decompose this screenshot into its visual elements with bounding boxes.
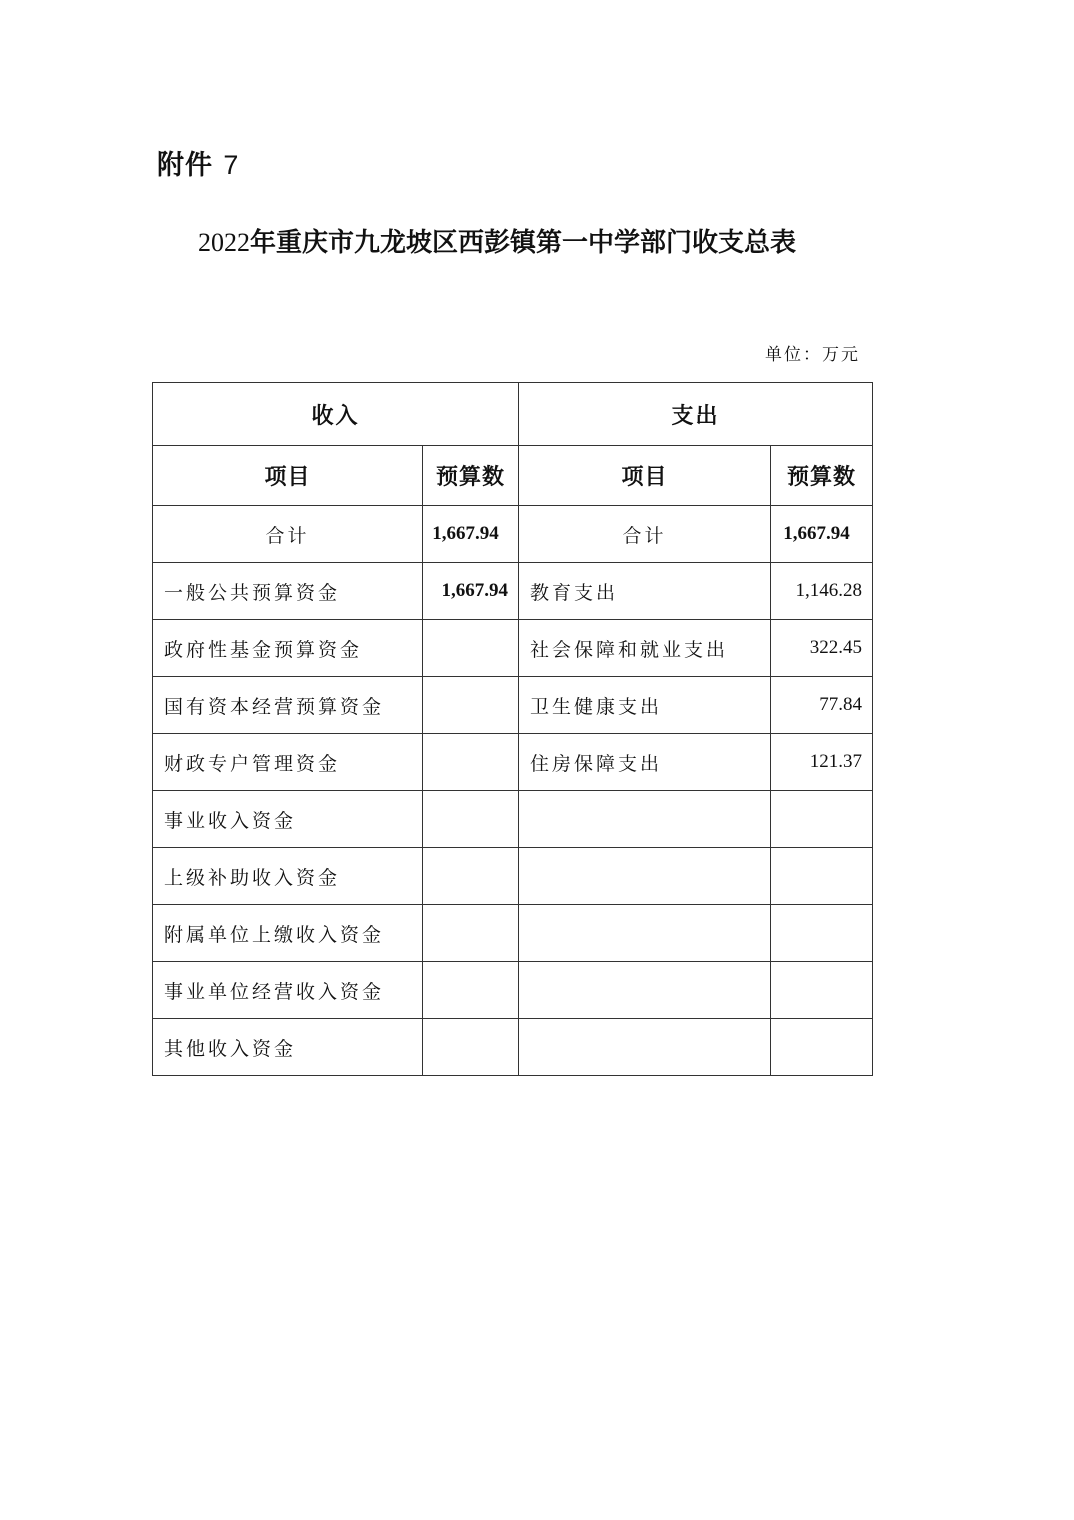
expense-header: 支出 (519, 383, 873, 446)
expense-total-value: 1,667.94 (771, 506, 873, 563)
income-item: 财政专户管理资金 (153, 734, 423, 791)
expense-budget-header: 预算数 (771, 446, 873, 506)
expense-item (519, 962, 771, 1019)
expense-item (519, 791, 771, 848)
expense-item: 卫生健康支出 (519, 677, 771, 734)
table-row (153, 848, 873, 905)
expense-value (771, 1019, 873, 1076)
expense-value: 121.37 (771, 734, 873, 791)
table-section-header-row (153, 383, 873, 446)
income-item: 国有资本经营预算资金 (153, 677, 423, 734)
income-value (423, 677, 519, 734)
income-header: 收入 (153, 383, 519, 446)
attachment-number: 7 (223, 150, 240, 180)
table-row (153, 563, 873, 620)
income-value (423, 962, 519, 1019)
income-budget-header: 预算数 (423, 446, 519, 506)
table-row (153, 962, 873, 1019)
expense-value: 77.84 (771, 677, 873, 734)
expense-total-label: 合计 (519, 506, 771, 563)
expense-value (771, 905, 873, 962)
income-item: 其他收入资金 (153, 1019, 423, 1076)
attachment-text: 附件 (157, 150, 213, 181)
expense-item (519, 848, 771, 905)
income-item: 上级补助收入资金 (153, 848, 423, 905)
attachment-label (157, 143, 239, 182)
total-row (153, 506, 873, 563)
expense-item (519, 905, 771, 962)
income-item: 事业单位经营收入资金 (153, 962, 423, 1019)
expense-item: 社会保障和就业支出 (519, 620, 771, 677)
unit-label: 单位：万元 (765, 345, 860, 365)
table-column-header-row (153, 446, 873, 506)
title-year: 2022 (198, 228, 250, 257)
expense-value (771, 848, 873, 905)
income-item: 附属单位上缴收入资金 (153, 905, 423, 962)
expense-value (771, 962, 873, 1019)
income-value (423, 1019, 519, 1076)
expense-item (519, 1019, 771, 1076)
income-value (423, 734, 519, 791)
table-row (153, 620, 873, 677)
income-item: 政府性基金预算资金 (153, 620, 423, 677)
income-total-label: 合计 (153, 506, 423, 563)
budget-table (152, 382, 873, 1076)
income-item: 一般公共预算资金 (153, 563, 423, 620)
title-text: 年重庆市九龙坡区西彭镇第一中学部门收支总表 (250, 228, 797, 257)
expense-item: 住房保障支出 (519, 734, 771, 791)
income-value (423, 848, 519, 905)
expense-value: 322.45 (771, 620, 873, 677)
table-row (153, 677, 873, 734)
table-row (153, 734, 873, 791)
expense-item: 教育支出 (519, 563, 771, 620)
income-item: 事业收入资金 (153, 791, 423, 848)
expense-item-header: 项目 (519, 446, 771, 506)
table-row (153, 1019, 873, 1076)
income-value: 1,667.94 (423, 563, 519, 620)
table-row (153, 791, 873, 848)
income-item-header: 项目 (153, 446, 423, 506)
income-total-value: 1,667.94 (423, 506, 519, 563)
expense-value (771, 791, 873, 848)
page-title (198, 222, 796, 259)
expense-value: 1,146.28 (771, 563, 873, 620)
income-value (423, 620, 519, 677)
income-value (423, 791, 519, 848)
table-row (153, 905, 873, 962)
income-value (423, 905, 519, 962)
